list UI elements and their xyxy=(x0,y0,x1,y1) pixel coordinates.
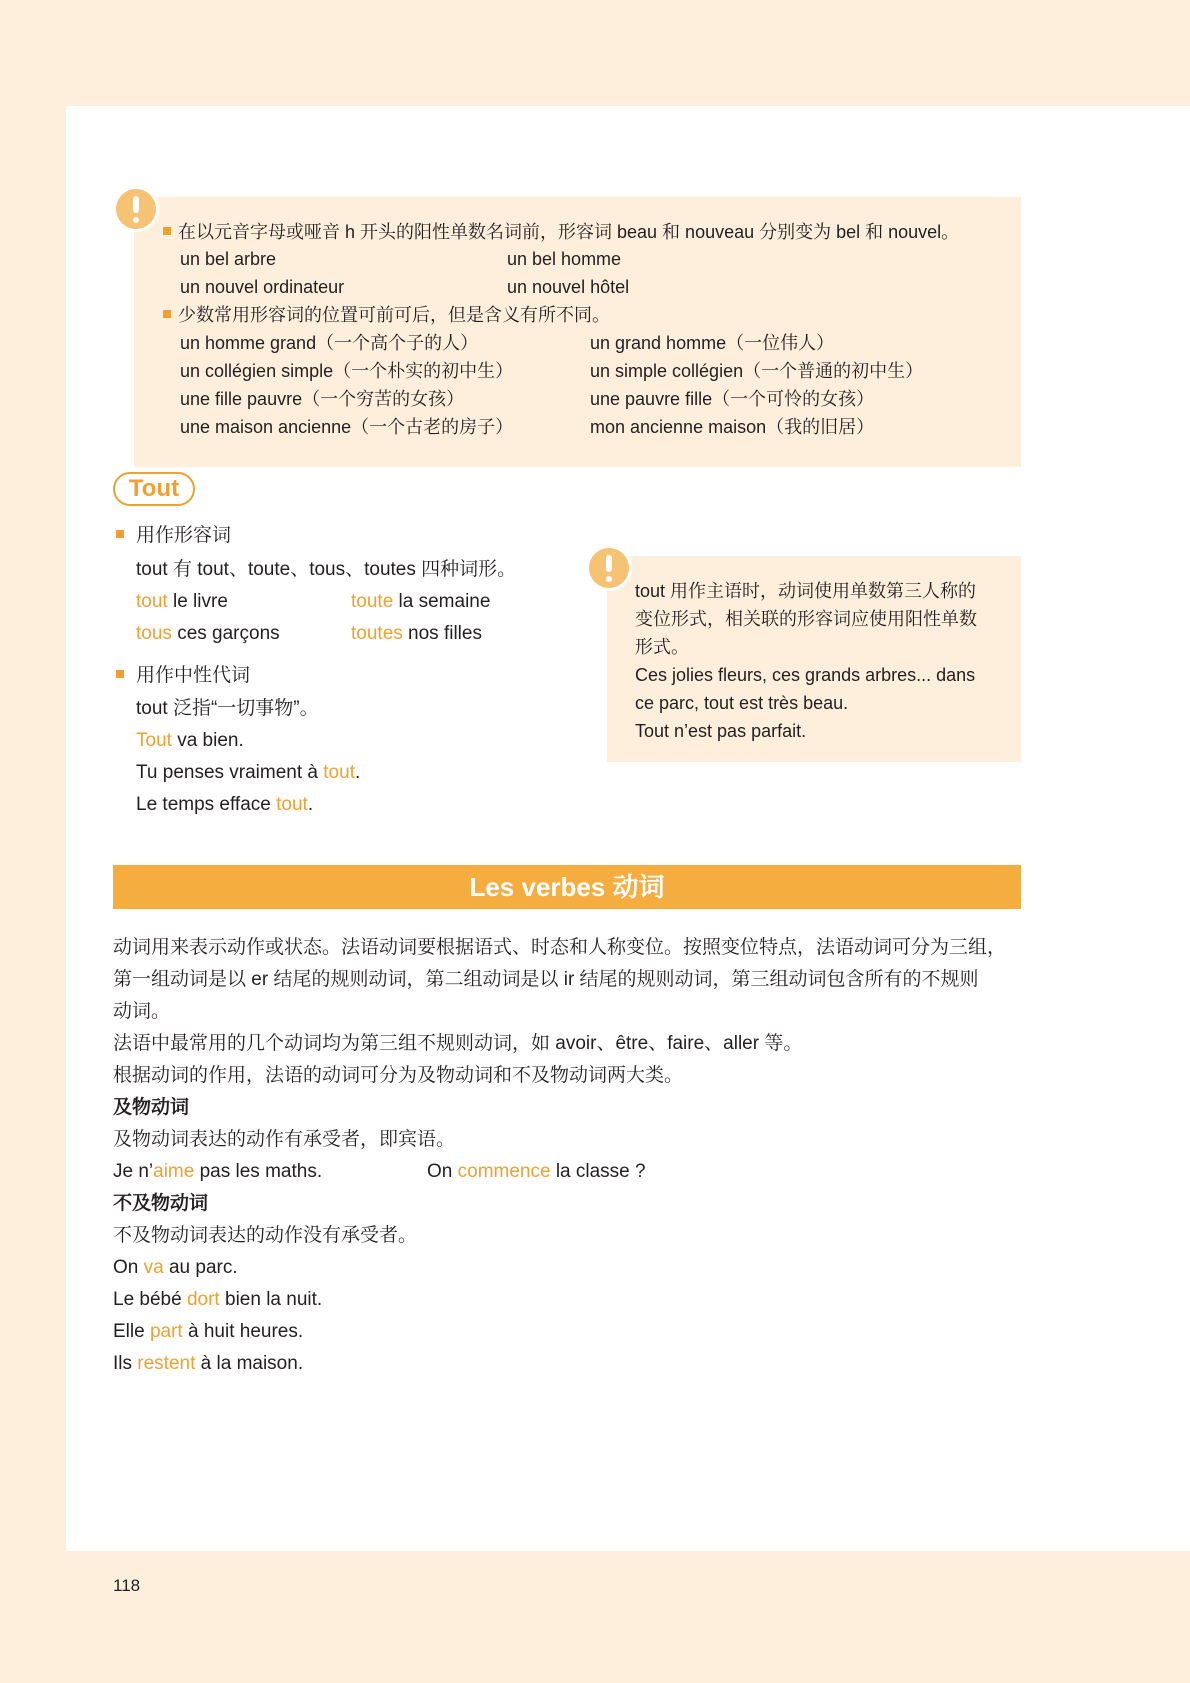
note2-line: 形式。 xyxy=(635,637,689,657)
tout-adj-example: toutes nos filles xyxy=(351,623,482,644)
note1-pair-left: un collégien simple（一个朴实的初中生） xyxy=(180,361,514,381)
note1-example: un bel homme xyxy=(507,249,622,269)
tout-adj-desc: tout 有 tout、toute、tous、toutes 四种词形。 xyxy=(136,559,517,580)
transitive-heading: 及物动词 xyxy=(113,1097,190,1118)
verbs-intro-line: 法语中最常用的几个动词均为第三组不规则动词，如 avoir、être、faire、aller 等。 xyxy=(113,1033,803,1054)
tout-pron-desc: tout 泛指“一切事物”。 xyxy=(136,698,319,719)
intransitive-example: Ils restent à la maison. xyxy=(113,1353,304,1374)
tout-adj-example: tout le livre xyxy=(136,591,228,612)
verbs-intro-line: 动词用来表示动作或状态。法语动词要根据语式、时态和人称变位。按照变位特点，法语动词可分为三组， xyxy=(113,937,1007,958)
note1-rule1: 在以元音字母或哑音 h 开头的阳性单数名词前，形容词 beau 和 nouveau 分别变为 bel 和 nouvel。 xyxy=(163,218,959,246)
tout-adj-heading: 用作形容词 xyxy=(116,521,231,551)
verbs-section-banner: Les verbes 动词 xyxy=(113,865,1021,909)
transitive-desc: 及物动词表达的动作有承受者，即宾语。 xyxy=(113,1129,456,1150)
tout-adj-example: tous ces garçons xyxy=(136,623,280,644)
bullet-square-icon xyxy=(163,310,171,318)
exclamation-icon xyxy=(113,186,159,232)
note2-line: Tout n’est pas parfait. xyxy=(635,721,807,741)
tout-adj-example: toute la semaine xyxy=(351,591,491,612)
note1-pair-right: mon ancienne maison（我的旧居） xyxy=(590,417,875,437)
note2-line: ce parc, tout est très beau. xyxy=(635,693,849,713)
note2-line: 变位形式，相关联的形容词应使用阳性单数 xyxy=(635,609,977,629)
tout-pron-example: Le temps efface tout. xyxy=(136,794,314,815)
note1-example: un nouvel ordinateur xyxy=(180,277,345,297)
verbs-intro-line: 动词。 xyxy=(113,1001,171,1022)
tout-pron-heading: 用作中性代词 xyxy=(116,661,250,691)
note1-rule2: 少数常用形容词的位置可前可后，但是含义有所不同。 xyxy=(163,301,610,329)
intransitive-example: Le bébé dort bien la nuit. xyxy=(113,1289,323,1310)
verbs-intro-line: 第一组动词是以 er 结尾的规则动词，第二组动词是以 ir 结尾的规则动词，第三组动词包含所有的不规则 xyxy=(113,969,979,990)
bullet-square-icon xyxy=(116,530,124,538)
intransitive-heading: 不及物动词 xyxy=(113,1193,209,1214)
note1-pair-right: une pauvre fille（一个可怜的女孩） xyxy=(590,389,875,409)
tout-pron-example: Tu penses vraiment à tout. xyxy=(136,762,361,783)
tout-pron-example: Tout va bien. xyxy=(136,730,244,751)
note1-pair-left: une fille pauvre（一个穷苦的女孩） xyxy=(180,389,465,409)
note1-pair-left: une maison ancienne（一个古老的房子） xyxy=(180,417,514,437)
bullet-square-icon xyxy=(163,227,171,235)
note1-pair-left: un homme grand（一个高个子的人） xyxy=(180,333,479,353)
transitive-example: Je n’aime pas les maths. xyxy=(113,1161,323,1182)
note1-example: un bel arbre xyxy=(180,249,277,269)
note1-pair-right: un grand homme（一位伟人） xyxy=(590,333,835,353)
tout-section-title: Tout xyxy=(113,472,195,506)
intransitive-example: Elle part à huit heures. xyxy=(113,1321,304,1342)
note1-pair-right: un simple collégien（一个普通的初中生） xyxy=(590,361,924,381)
bullet-square-icon xyxy=(116,670,124,678)
intransitive-example: On va au parc. xyxy=(113,1257,238,1278)
note2-line: tout 用作主语时，动词使用单数第三人称的 xyxy=(635,581,977,601)
note1-example: un nouvel hôtel xyxy=(507,277,630,297)
verbs-intro-line: 根据动词的作用，法语的动词可分为及物动词和不及物动词两大类。 xyxy=(113,1065,684,1086)
page-number: 118 xyxy=(113,1576,141,1595)
exclamation-icon xyxy=(586,545,632,591)
intransitive-desc: 不及物动词表达的动作没有承受者。 xyxy=(113,1225,418,1246)
transitive-example: On commence la classe ? xyxy=(427,1161,646,1182)
note2-line: Ces jolies fleurs, ces grands arbres... dans xyxy=(635,665,976,685)
